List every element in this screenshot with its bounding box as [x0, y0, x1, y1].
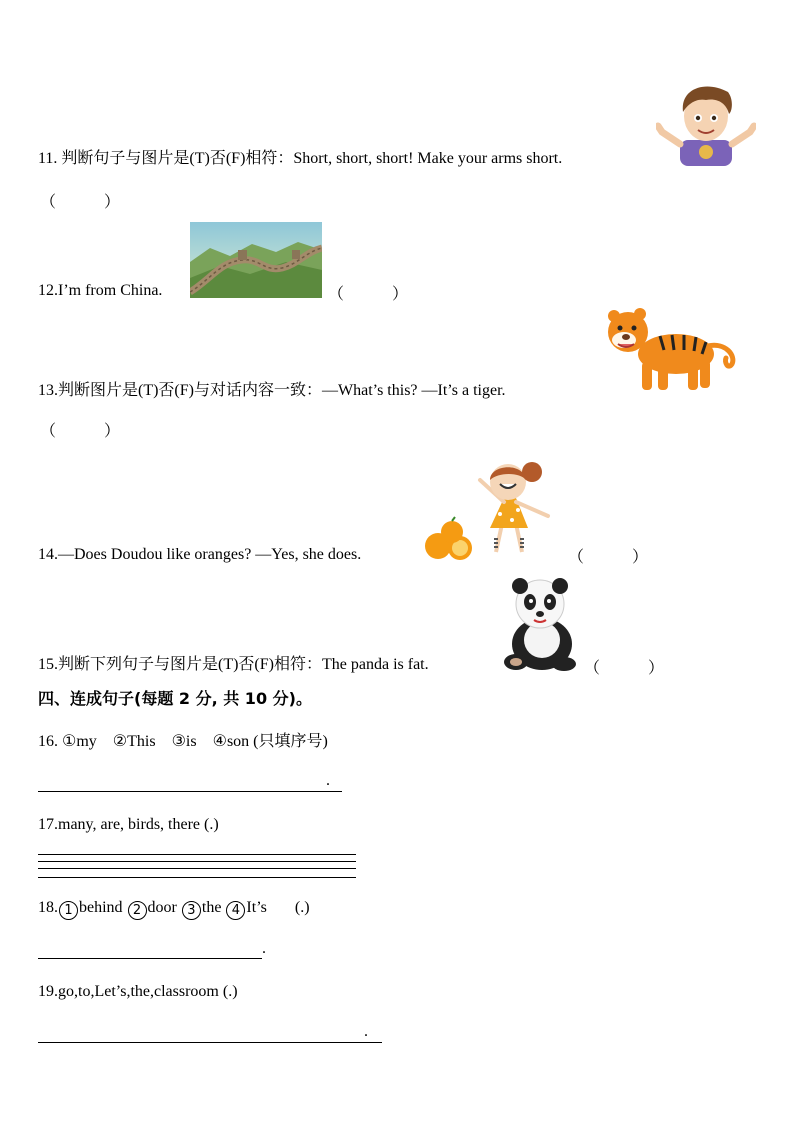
answer-blank-15[interactable]: （ ）: [584, 660, 665, 677]
answer-blank-14[interactable]: （ ）: [568, 549, 649, 566]
answer-line-16[interactable]: [38, 791, 342, 792]
answer-line-19[interactable]: [38, 1042, 382, 1043]
writing-line-17-1[interactable]: [38, 854, 356, 855]
answer-blank-13[interactable]: （ ）: [40, 423, 121, 440]
answer-line-19-period: .: [364, 1023, 368, 1040]
boy-shrugging-illustration: [656, 82, 756, 166]
answer-line-18[interactable]: [38, 958, 262, 959]
question-11: 11. 判断句子与图片是(T)否(F)相符：Short, short, short! Make your arms short.: [38, 150, 563, 167]
circled-number-3: 3: [182, 901, 201, 920]
word-door: door: [147, 899, 177, 916]
question-13: 13.判断图片是(T)否(F)与对话内容一致：—What’s this? —It’s a tiger.: [38, 382, 506, 399]
circled-number-2: 2: [128, 901, 147, 920]
word-behind: behind: [79, 899, 123, 916]
word-the: the: [201, 899, 222, 916]
question-12: 12.I’m from China.: [38, 282, 163, 299]
tiger-illustration: [600, 306, 740, 396]
answer-line-16-period: .: [326, 772, 330, 789]
writing-line-17-3[interactable]: [38, 868, 356, 869]
panda-illustration: [500, 578, 580, 672]
answer-blank-12[interactable]: （ ）: [328, 286, 409, 303]
great-wall-photo: [190, 222, 322, 298]
question-17: 17.many, are, birds, there (.): [38, 816, 219, 833]
question-18-tail: (.): [294, 899, 310, 916]
question-16: 16. ①my ②This ③is ④son (只填序号): [38, 733, 328, 750]
answer-line-18-period: .: [262, 940, 266, 957]
writing-line-17-4[interactable]: [38, 877, 356, 878]
question-18: [38, 898, 310, 920]
question-14: 14.—Does Doudou like oranges? —Yes, she does.: [38, 546, 362, 563]
girl-with-oranges-illustration: [420, 458, 568, 564]
writing-line-17-2[interactable]: [38, 861, 356, 862]
section-4-heading: 四、连成句子(每题 2 分, 共 10 分)。: [38, 689, 312, 708]
question-15: 15.判断下列句子与图片是(T)否(F)相符：The panda is fat.: [38, 656, 429, 673]
circled-number-4: 4: [226, 901, 245, 920]
answer-blank-11[interactable]: （ ）: [40, 194, 121, 211]
question-19: 19.go,to,Let’s,the,classroom (.): [38, 983, 238, 1000]
circled-number-1: 1: [59, 901, 78, 920]
word-its: It’s: [246, 899, 267, 916]
question-18-number: 18.: [38, 899, 58, 916]
